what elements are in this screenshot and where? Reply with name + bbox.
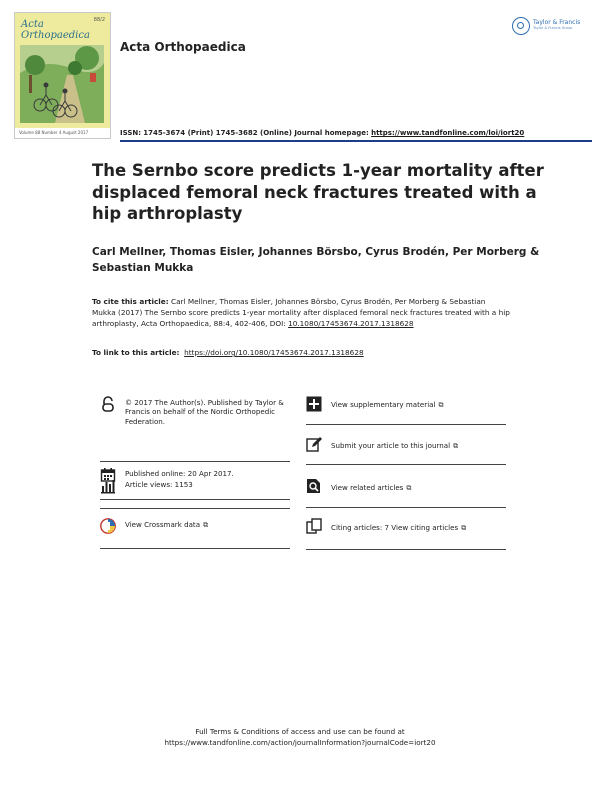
- divider: [100, 548, 290, 549]
- license-text: © 2017 The Author(s). Published by Taylor & Francis on behalf of the Nordic Orthopedic Federation.: [125, 398, 284, 426]
- logo-subtitle: Taylor & Francis Group: [533, 26, 573, 30]
- article-title: The Sernbo score predicts 1-year mortality after displaced femoral neck fractures treated with a hip arthroplasty: [92, 161, 544, 223]
- related-articles-link[interactable]: View related articles ⧉: [331, 483, 412, 492]
- crossmark-row[interactable]: [100, 518, 290, 538]
- published-text: Published online: 20 Apr 2017.: [125, 469, 234, 478]
- publisher-logo[interactable]: [512, 17, 592, 41]
- supplementary-row[interactable]: [306, 396, 506, 416]
- related-articles-row[interactable]: [306, 478, 506, 498]
- search-document-icon: [306, 478, 322, 494]
- divider: [100, 508, 290, 509]
- external-link-icon: ⧉: [453, 442, 459, 450]
- cover-footer: Volume 88 Number 4 August 2017: [15, 128, 110, 138]
- edit-icon: [306, 436, 322, 452]
- crossmark-icon: [100, 518, 116, 534]
- logo-name: Taylor & Francis: [533, 19, 581, 26]
- open-lock-icon: [100, 396, 116, 412]
- citing-articles-link[interactable]: Citing articles: 7 View citing articles ⧉: [331, 523, 467, 532]
- journal-homepage-link[interactable]: https://www.tandfonline.com/loi/iort20: [371, 129, 525, 137]
- link-label: To link to this article:: [92, 348, 180, 357]
- issn-text: 1745-3674 (Print) 1745-3682 (Online) Journal homepage:: [143, 129, 369, 137]
- cover-title: Acta Orthopaedica: [21, 19, 90, 41]
- article-authors: Carl Mellner, Thomas Eisler, Johannes Börsbo, Cyrus Brodén, Per Morberg & Sebastian Mukka: [92, 246, 540, 274]
- divider: [100, 499, 290, 500]
- article-views-row: [100, 478, 290, 498]
- documents-icon: [306, 518, 322, 534]
- issn-line: [120, 129, 524, 137]
- cover-issue-number: 88/2: [93, 17, 105, 23]
- divider: [100, 461, 290, 462]
- external-link-icon: ⧉: [438, 401, 444, 409]
- header-divider: [120, 140, 592, 142]
- issn-label: ISSN:: [120, 129, 142, 137]
- bar-chart-icon: [100, 478, 116, 494]
- terms-url-link[interactable]: https://www.tandfonline.com/action/journalInformation?journalCode=iort20: [164, 738, 436, 747]
- external-link-icon: ⧉: [406, 484, 412, 492]
- citation-doi-link[interactable]: 10.1080/17453674.2017.1318628: [288, 319, 414, 329]
- citation-text: Carl Mellner, Thomas Eisler, Johannes Börsbo, Cyrus Brodén, Per Morberg & Sebastian Mukka (2017) The Sernbo score predicts 1-year mortality after displaced femoral neck fractures treated with a hip arthroplasty, Acta Orthopaedica, 88:4, 402-406, DOI:: [92, 297, 510, 329]
- plus-icon: [306, 396, 322, 412]
- citation-label: To cite this article:: [92, 297, 169, 306]
- divider: [306, 464, 506, 465]
- citation-block: [92, 296, 510, 330]
- divider: [306, 424, 506, 425]
- supplementary-link[interactable]: View supplementary material ⧉: [331, 400, 444, 409]
- crossmark-link[interactable]: View Crossmark data ⧉: [125, 520, 209, 529]
- article-doi-link[interactable]: https://doi.org/10.1080/17453674.2017.1318628: [184, 348, 364, 357]
- journal-cover-image: [14, 12, 111, 139]
- article-link-line: [92, 348, 364, 357]
- citing-articles-row[interactable]: [306, 518, 506, 538]
- external-link-icon: ⧉: [461, 524, 467, 532]
- terms-footer: [0, 726, 600, 748]
- views-text: Article views: 1153: [125, 480, 193, 489]
- divider: [306, 507, 506, 508]
- terms-line: Full Terms & Conditions of access and use can be found at: [195, 727, 405, 736]
- external-link-icon: ⧉: [203, 521, 209, 529]
- submit-article-row[interactable]: [306, 436, 506, 456]
- journal-name[interactable]: Acta Orthopaedica: [120, 40, 246, 54]
- submit-article-link[interactable]: Submit your article to this journal ⧉: [331, 441, 459, 450]
- logo-icon: [512, 17, 530, 35]
- open-access-license: [100, 396, 290, 436]
- divider: [306, 549, 506, 550]
